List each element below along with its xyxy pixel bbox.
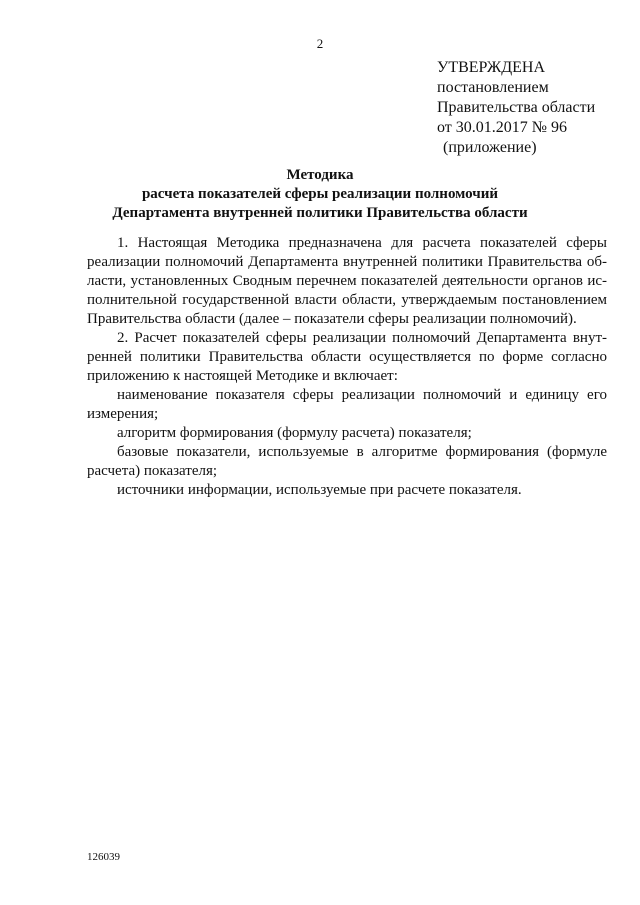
- paragraph-2: [87, 329, 607, 386]
- paragraph-6: [87, 481, 607, 500]
- text-line: расчета) показателя;: [87, 463, 218, 479]
- text-line: полнительной государственной власти области, утверждаемым постановлением: [87, 292, 607, 308]
- approval-line-approved: УТВЕРЖДЕНА: [437, 59, 546, 76]
- text-line: измерения;: [87, 406, 159, 422]
- text-line: приложению к настоящей Методике и включает:: [87, 368, 398, 384]
- text-line: 2. Расчет показателей сферы реализации полномочий Департамента внут-: [117, 330, 607, 346]
- approval-line-date: от 30.01.2017 № 96: [437, 119, 568, 136]
- text-line: ренней политики Правительства области осуществляется по форме согласно: [87, 349, 607, 365]
- approval-line-appendix: (приложение): [443, 139, 537, 156]
- text-line: реализации полномочий Департамента внутренней политики Правительства об-: [87, 254, 607, 270]
- footer-code: 126039: [87, 851, 120, 863]
- title-line-3: Департамента внутренней политики Правительства области: [112, 205, 528, 221]
- document-title: [0, 166, 640, 223]
- paragraph-5: [87, 443, 607, 481]
- text-line: наименование показателя сферы реализации полномочий и единицу его: [117, 387, 607, 403]
- text-line: источники информации, используемые при расчете показателя.: [117, 482, 522, 498]
- text-line: Правительства области (далее – показатели сферы реализации полномочий).: [87, 311, 577, 327]
- approval-line-government: Правительства области: [437, 99, 596, 116]
- text-line: ласти, установленных Сводным перечнем показателей деятельности органов ис-: [87, 273, 607, 289]
- document-body: [87, 234, 607, 500]
- paragraph-4: [87, 424, 607, 443]
- approval-line-resolution: постановлением: [437, 79, 549, 96]
- page-number: 2: [316, 36, 324, 51]
- paragraph-1: [87, 234, 607, 329]
- text-line: базовые показатели, используемые в алгоритме формирования (формуле: [117, 444, 607, 460]
- paragraph-3: [87, 386, 607, 424]
- approval-stamp: [437, 58, 595, 158]
- title-line-2: расчета показателей сферы реализации полномочий: [141, 186, 499, 202]
- text-line: алгоритм формирования (формулу расчета) показателя;: [117, 425, 472, 441]
- text-line: 1. Настоящая Методика предназначена для расчета показателей сферы: [117, 235, 607, 251]
- title-line-1: Методика: [286, 167, 354, 183]
